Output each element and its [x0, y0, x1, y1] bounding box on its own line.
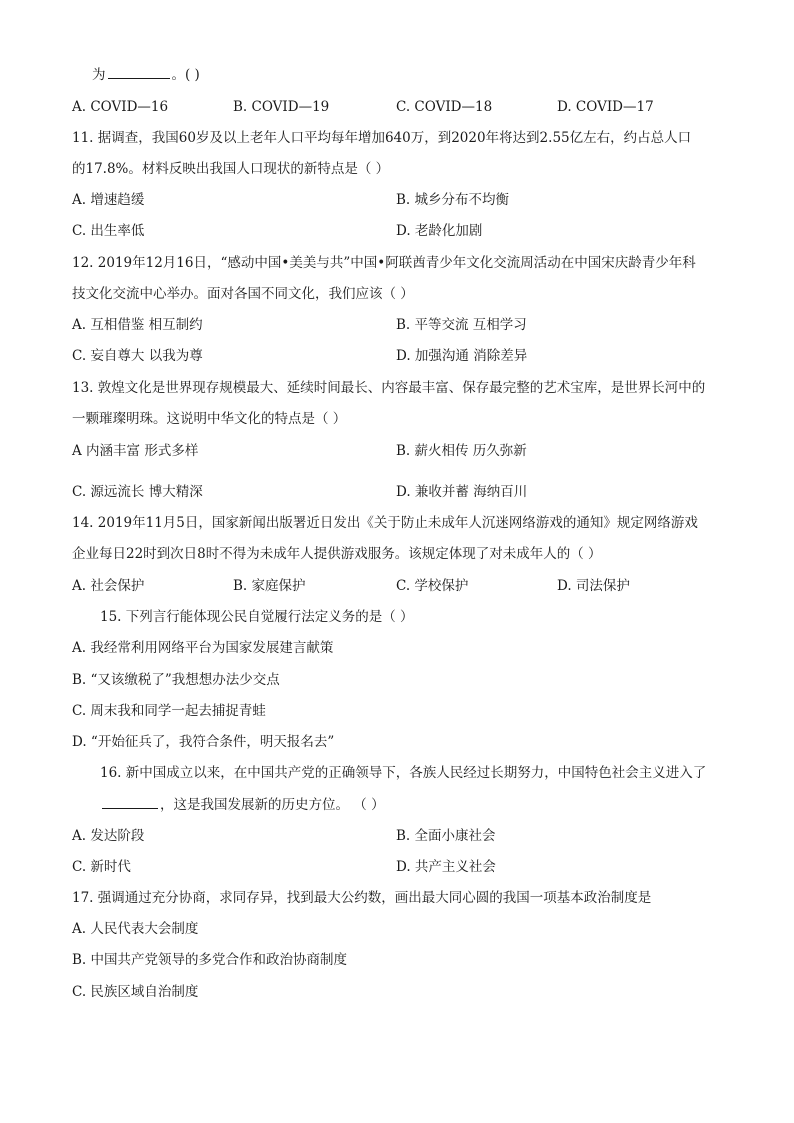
q10-stem-post: 。( )	[171, 67, 200, 83]
q17-option-b: B. 中国共产党领导的多党合作和政治协商制度	[72, 952, 348, 968]
q12-stem-line2: 技文化交流中心举办。面对各国不同文化，我们应该（ ）	[72, 286, 414, 302]
q16-blank	[102, 794, 158, 809]
q11-option-a: A. 增速趋缓	[72, 192, 145, 208]
q15-option-c: C. 周末我和同学一起去捕捉青蛙	[72, 703, 266, 719]
q14-stem-line2: 企业每日22时到次日8时不得为未成年人提供游戏服务。该规定体现了对未成年人的（ ）	[72, 546, 602, 562]
q10-blank	[108, 64, 170, 79]
q14-option-b: B. 家庭保护	[233, 578, 306, 594]
q13-stem-line1: 13. 敦煌文化是世界现存规模最大、延续时间最长、内容最丰富、保存最完整的艺术宝库，是世界长河中的	[72, 380, 706, 396]
q14-option-c: C. 学校保护	[396, 578, 469, 594]
q10-stem-pre: 为	[92, 67, 106, 83]
q10-option-c: C. COVID—18	[396, 99, 493, 115]
q13-option-d: D. 兼收并蓄 海纳百川	[396, 484, 528, 500]
q14-stem-line1: 14. 2019年11月5日，国家新闻出版署近日发出《关于防止未成年人沉迷网络游戏的通知》规定网络游戏	[72, 515, 698, 531]
q14-option-a: A. 社会保护	[72, 578, 145, 594]
q16-option-c: C. 新时代	[72, 859, 131, 875]
q17-stem: 17. 强调通过充分协商，求同存异，找到最大公约数，画出最大同心圆的我国一项基本政治制度是	[72, 890, 652, 906]
q13-option-b: B. 薪火相传 历久弥新	[396, 443, 527, 459]
q12-option-a: A. 互相借鉴 相互制约	[72, 317, 203, 333]
q12-option-c: C. 妄自尊大 以我为尊	[72, 348, 203, 364]
q10-option-a: A. COVID—16	[72, 99, 169, 115]
q13-stem-line2: 一颗璀璨明珠。这说明中华文化的特点是（ ）	[72, 411, 347, 427]
q16-option-d: D. 共产主义社会	[396, 859, 496, 875]
q12-option-d: D. 加强沟通 消除差异	[396, 348, 528, 364]
q17-option-c: C. 民族区域自治制度	[72, 984, 199, 1000]
q10-stem	[92, 64, 200, 85]
q16-stem-line2-post: ，这是我国发展新的历史方位。 （ ）	[160, 797, 385, 813]
q16-option-a: A. 发达阶段	[72, 828, 145, 844]
q16-stem-line2	[100, 794, 385, 815]
q10-option-d: D. COVID—17	[557, 99, 654, 115]
q11-option-b: B. 城乡分布不均衡	[396, 192, 510, 208]
q11-stem-line1: 11. 据调查，我国60岁及以上老年人口平均每年增加640万，到2020年将达到2.55亿左右，约占总人口	[72, 130, 692, 146]
q13-option-a: A 内涵丰富 形式多样	[72, 443, 199, 459]
q10-option-b: B. COVID—19	[233, 99, 330, 115]
q11-stem-line2: 的17.8%。材料反映出我国人口现状的新特点是（ ）	[72, 161, 390, 177]
q15-option-a: A. 我经常利用网络平台为国家发展建言献策	[72, 640, 334, 656]
q13-option-c: C. 源远流长 博大精深	[72, 484, 203, 500]
q15-stem: 15. 下列言行能体现公民自觉履行法定义务的是（ ）	[100, 609, 414, 625]
q17-option-a: A. 人民代表大会制度	[72, 921, 199, 937]
q12-stem-line1: 12. 2019年12月16日，“感动中国•美美与共”中国•阿联酋青少年文化交流周活动在中国宋庆龄青少年科	[72, 255, 696, 271]
q11-option-c: C. 出生率低	[72, 223, 145, 239]
q15-option-b: B. “又该缴税了”我想想办法少交点	[72, 672, 280, 688]
q14-option-d: D. 司法保护	[557, 578, 630, 594]
q15-option-d: D. “开始征兵了，我符合条件，明天报名去”	[72, 734, 335, 750]
q16-stem-line1: 16. 新中国成立以来，在中国共产党的正确领导下，各族人民经过长期努力，中国特色社会主义进入了	[100, 765, 707, 781]
q11-option-d: D. 老龄化加剧	[396, 223, 483, 239]
q12-option-b: B. 平等交流 互相学习	[396, 317, 527, 333]
q16-option-b: B. 全面小康社会	[396, 828, 496, 844]
